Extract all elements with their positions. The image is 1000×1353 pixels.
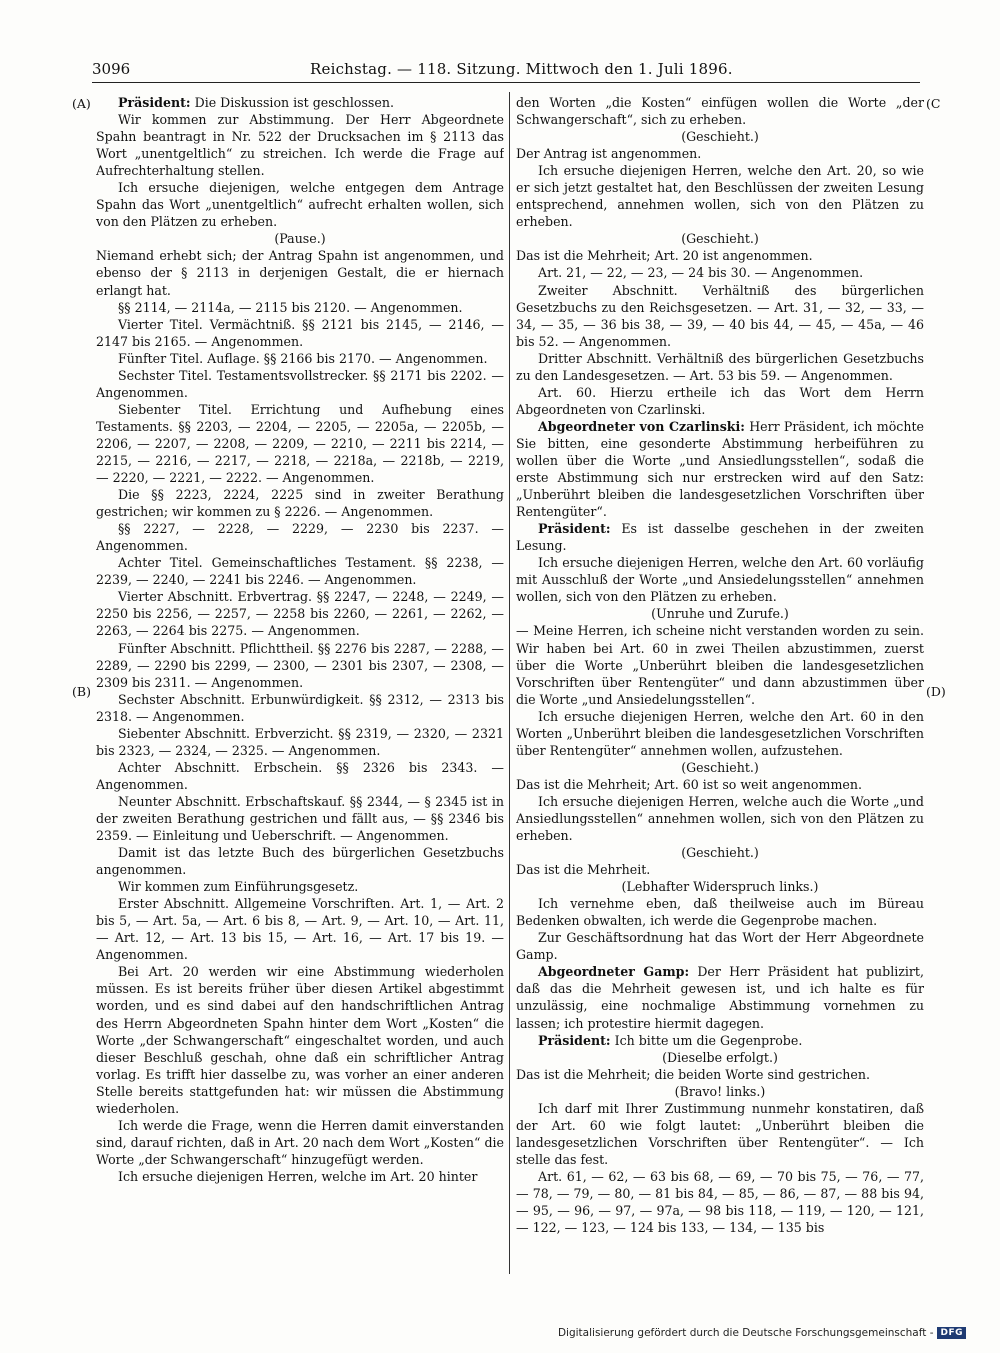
paragraph (516, 264, 924, 281)
paragraph-text: Art. 60. Hierzu ertheile ich das Wort dem Herrn Abgeordneten von Czarlinski. (516, 384, 924, 417)
paragraph-text: Achter Abschnitt. Erbschein. §§ 2326 bis 2343. — Angenommen. (96, 759, 504, 792)
paragraph (96, 640, 504, 691)
margin-marker-a: (A) (72, 96, 91, 111)
paragraph (516, 708, 924, 759)
paragraph-text: Das ist die Mehrheit; Art. 20 ist angenommen. (516, 248, 813, 264)
paragraph (96, 1168, 504, 1185)
paragraph-text: (Pause.) (274, 231, 326, 247)
paragraph-text: Die §§ 2223, 2224, 2225 sind in zweiter Berathung gestrichen; wir kommen zu § 2226. — Angenommen. (96, 487, 504, 520)
paragraph-text: Sechster Abschnitt. Erbunwürdigkeit. §§ 2312, — 2313 bis 2318. — Angenommen. (96, 691, 504, 724)
paragraph-text: — Meine Herren, ich scheine nicht verstanden worden zu sein. Wir haben bei Art. 60 in zwei Theilen abzustimmen, zuerst über die Worte „Unberührt bleiben die landesgesetzlichen Vorschriften über Rentengüter“ und dann abzustimmen über die Worte „und Ansiedelungsstellen“. (516, 623, 924, 707)
paragraph (516, 418, 924, 520)
paragraph-text: Ich darf mit Ihrer Zustimmung nunmehr konstatiren, daß der Art. 60 wie folgt lautet: „Unberührt bleiben die landesgesetzlichen Vorschriften über Rentengüter“. — Ich stelle das fest. (516, 1100, 924, 1167)
paragraph-text: Erster Abschnitt. Allgemeine Vorschriften. Art. 1, — Art. 2 bis 5, — Art. 5a, — Art. 6 bis 8, — Art. 9, — Art. 10, — Art. 11, — Art. 12, — Art. 13 bis 15, — Art. 16, — Art. 17 bis 19. — Angenommen. (96, 896, 504, 963)
speaker-label: Präsident: (538, 1032, 611, 1048)
paragraph-text: Ich ersuche diejenigen Herren, welche im Art. 20 hinter (118, 1168, 478, 1184)
paragraph (516, 145, 924, 162)
paragraph (96, 299, 504, 316)
margin-marker-d: (D) (926, 684, 946, 699)
paragraph-text: (Geschieht.) (681, 845, 759, 861)
paragraph (516, 793, 924, 844)
paragraph (516, 1100, 924, 1168)
footer-text: Digitalisierung gefördert durch die Deutsche Forschungsgemeinschaft - (557, 1327, 934, 1339)
paragraph (96, 316, 504, 350)
paragraph-text: Dritter Abschnitt. Verhältniß des bürgerlichen Gesetzbuchs zu den Landesgesetzen. — Art. 53 bis 59. — Angenommen. (516, 350, 924, 383)
paragraph (96, 759, 504, 793)
paragraph (516, 759, 924, 776)
paragraph-text: Ich werde die Frage, wenn die Herren damit einverstanden sind, darauf richten, daß in Art. 20 nach dem Wort „Kosten“ die Worte „der Schwangerschaft“ hinzugefügt werden. (96, 1117, 504, 1167)
paragraph-text: Ich ersuche diejenigen Herren, welche den Art. 60 in den Worten „Unberührt bleiben die landesgesetzlichen Vorschriften über Rentengüter“ annehmen wollen, aufzustehen. (516, 708, 924, 758)
paragraph (96, 111, 504, 179)
paragraph (516, 1168, 924, 1236)
paragraph-text: Das ist die Mehrheit; Art. 60 ist so weit angenommen. (516, 776, 862, 792)
page-header (92, 58, 920, 80)
paragraph-text: (Geschieht.) (681, 231, 759, 247)
paragraph (96, 367, 504, 401)
paragraph-text: Wir kommen zum Einführungsgesetz. (118, 879, 359, 895)
paragraph-text: Ich ersuche diejenigen Herren, welche auch die Worte „und Ansiedlungsstellen“ annehmen wollen, sich von den Plätzen zu erheben. (516, 793, 924, 844)
paragraph-text: (Unruhe und Zurufe.) (651, 606, 789, 622)
paragraph-text: Zur Geschäftsordnung hat das Wort der Herr Abgeordnete Gamp. (516, 930, 924, 963)
paragraph (96, 793, 504, 844)
paragraph (516, 1032, 924, 1049)
paragraph (516, 1049, 924, 1066)
paragraph (516, 861, 924, 878)
paragraph (516, 1083, 924, 1100)
paragraph (516, 282, 924, 350)
paragraph (96, 520, 504, 554)
paragraph-text: (Geschieht.) (681, 759, 759, 775)
paragraph-text: Siebenter Titel. Errichtung und Aufhebung eines Testaments. §§ 2203, — 2204, — 2205, — 2205a, — 2205b, — 2206, — 2207, — 2208, — 2209, — 2210, — 2211 bis 2214, — 2215, — 2216, — 2217, — 2218, — 2218a, — 2218b, — 2219, — 2220, — 2221, — 2222. — Angenommen. (96, 401, 504, 486)
margin-marker-c: (C (926, 96, 941, 111)
paragraph (96, 554, 504, 588)
paragraph-text: (Bravo! links.) (674, 1083, 766, 1099)
paragraph (96, 179, 504, 230)
paragraph-text: Ich bitte um die Gegenprobe. (610, 1032, 803, 1048)
paragraph-text: (Lebhafter Widerspruch links.) (621, 879, 819, 895)
paragraph (516, 605, 924, 622)
paragraph (516, 878, 924, 895)
footer (558, 1327, 966, 1339)
paragraph (516, 929, 924, 963)
speaker-label: Abgeordneter von Czarlinski: (538, 418, 745, 434)
paragraph-text: Ich ersuche diejenigen, welche entgegen dem Antrage Spahn das Wort „unentgeltlich“ aufrecht erhalten wollen, sich von den Plätzen zu erheben. (96, 180, 504, 230)
paragraph (516, 162, 924, 230)
paragraph (516, 94, 924, 128)
column-divider (509, 92, 510, 1274)
paragraph-text: Es ist dasselbe geschehen in der zweiten Lesung. (516, 521, 924, 554)
paragraph-text: Zweiter Abschnitt. Verhältniß des bürgerlichen Gesetzbuchs zu den Reichsgesetzen. — Art. 31, — 32, — 33, — 34, — 35, — 36 bis 38, — 39, — 40 bis 44, — 45, — 45a, — 46 bis 52. — Angenommen. (516, 282, 924, 349)
paragraph-text: Vierter Abschnitt. Erbvertrag. §§ 2247, — 2248, — 2249, — 2250 bis 2256, — 2257, — 2258 bis 2260, — 2261, — 2262, — 2263, — 2264 bis 2275. — Angenommen. (96, 589, 504, 639)
paragraph-text: §§ 2227, — 2228, — 2229, — 2230 bis 2237. — Angenommen. (96, 521, 504, 554)
paragraph-text: Bei Art. 20 werden wir eine Abstimmung wiederholen müssen. Es ist bereits früher über diesen Artikel abgestimmt worden, und es sind dabei auf den handschriftlichen Antrag des Herrn Abgeordneten Spahn hinter dem Wort „Kosten“ die Worte „der Schwangerschaft“ eingeschaltet worden, und auch dieser Beschluß geschah, ohne daß ein schriftlicher Antrag vorlag. Es trifft hier dasselbe zu, was vorher an einer anderen Stelle bereits stattgefunden hat: wir müssen die Abstimmung wiederholen. (96, 964, 504, 1116)
paragraph (96, 691, 504, 725)
paragraph (516, 963, 924, 1031)
paragraph-text: Art. 21, — 22, — 23, — 24 bis 30. — Angenommen. (538, 265, 864, 281)
paragraph (516, 844, 924, 861)
paragraph-text: Das ist die Mehrheit; die beiden Worte sind gestrichen. (516, 1066, 870, 1082)
paragraph (516, 384, 924, 418)
speaker-label: Präsident: (118, 95, 191, 110)
speaker-label: Präsident: (538, 521, 611, 537)
paragraph (516, 520, 924, 554)
paragraph (96, 588, 504, 639)
paragraph (96, 878, 504, 895)
paragraph-text: (Dieselbe erfolgt.) (662, 1049, 778, 1065)
margin-marker-b: (B) (72, 684, 91, 699)
paragraph-text: Ich ersuche diejenigen Herren, welche den Art. 20, so wie er sich jetzt gestaltet hat, den Beschlüssen der zweiten Lesung entsprechend, annehmen wollen, sich von den Plätzen zu erheben. (516, 163, 924, 230)
paragraph (516, 776, 924, 793)
paragraph-text: Der Antrag ist angenommen. (516, 146, 702, 162)
paragraph (516, 895, 924, 929)
right-column (516, 94, 924, 1274)
paragraph-text: Ich vernehme eben, daß theilweise auch im Büreau Bedenken obwalten, ich werde die Gegenprobe machen. (516, 896, 924, 929)
paragraph-text: §§ 2114, — 2114a, — 2115 bis 2120. — Angenommen. (118, 299, 463, 315)
left-column (96, 94, 504, 1274)
paragraph-text: Neunter Abschnitt. Erbschaftskauf. §§ 2344, — § 2345 ist in der zweiten Berathung gestrichen und fällt aus, — §§ 2346 bis 2359. — Einleitung und Ueberschrift. — Angenommen. (96, 793, 504, 844)
paragraph-text: Damit ist das letzte Buch des bürgerlichen Gesetzbuchs angenommen. (96, 845, 504, 878)
paragraph-text: den Worten „die Kosten“ einfügen wollen die Worte „der Schwangerschaft“, sich zu erheben. (516, 95, 924, 128)
paragraph-text: Wir kommen zur Abstimmung. Der Herr Abgeordnete Spahn beantragt in Nr. 522 der Drucksachen im § 2113 das Wort „unentgeltlich“ zu streichen. Ich werde die Frage auf Aufrechterhaltung stellen. (96, 112, 504, 179)
running-title: Reichstag. — 118. Sitzung. Mittwoch den 1. Juli 1896. (310, 60, 733, 78)
paragraph (516, 1066, 924, 1083)
paragraph (516, 128, 924, 145)
paragraph (96, 230, 504, 247)
paragraph-text: Achter Titel. Gemeinschaftliches Testament. §§ 2238, — 2239, — 2240, — 2241 bis 2246. — Angenommen. (96, 555, 504, 588)
paragraph (96, 895, 504, 963)
page-number: 3096 (92, 60, 131, 78)
paragraph (96, 1117, 504, 1168)
paragraph-text: Sechster Titel. Testamentsvollstrecker. §§ 2171 bis 2202. — Angenommen. (96, 367, 504, 400)
paragraph-text: (Geschieht.) (681, 129, 759, 145)
paragraph (96, 844, 504, 878)
paragraph-text: Fünfter Abschnitt. Pflichttheil. §§ 2276 bis 2287, — 2288, — 2289, — 2290 bis 2299, — 2300, — 2301 bis 2307, — 2308, — 2309 bis 2311. — Angenommen. (96, 640, 504, 690)
paragraph (96, 247, 504, 298)
paragraph-text: Herr Präsident, ich möchte Sie bitten, eine gesonderte Abstimmung herbeiführen zu wollen über die Worte „und Ansiedlungsstellen“, sodaß die erste Abstimmung sich nur erstrecken wird auf den Satz: „Unberührt bleiben die landesgesetzlichen Vorschriften über Rentengüter“. (516, 418, 924, 520)
paragraph (96, 486, 504, 520)
speaker-label: Abgeordneter Gamp: (538, 964, 690, 980)
paragraph (96, 350, 504, 367)
paragraph-text: Ich ersuche diejenigen Herren, welche den Art. 60 vorläufig mit Ausschluß der Worte „und Ansiedelungsstellen“ annehmen wollen, sich von den Plätzen zu erheben. (516, 555, 924, 605)
paragraph-text: Fünfter Titel. Auflage. §§ 2166 bis 2170. — Angenommen. (118, 350, 488, 366)
paragraph (516, 554, 924, 605)
paragraph (96, 963, 504, 1116)
paragraph-text: Die Diskussion ist geschlossen. (190, 95, 394, 110)
paragraph-text: Der Herr Präsident hat publizirt, daß das die Mehrheit gewesen ist, und ich halte es für unzulässig, eine nochmalige Abstimmung vornehmen zu lassen; ich protestire hiermit dagegen. (516, 964, 924, 1031)
paragraph (96, 725, 504, 759)
paragraph-text: Vierter Titel. Vermächtniß. §§ 2121 bis 2145, — 2146, — 2147 bis 2165. — Angenommen. (96, 316, 504, 349)
paragraph (516, 622, 924, 707)
paragraph-text: Art. 61, — 62, — 63 bis 68, — 69, — 70 bis 75, — 76, — 77, — 78, — 79, — 80, — 81 bis 84, — 85, — 86, — 87, — 88 bis 94, — 95, — 96, — 97, — 97a, — 98 bis 118, — 119, — 120, — 121, — 122, — 123, — 124 bis 133, — 134, — 135 bis (516, 1168, 924, 1236)
paragraph-text: Das ist die Mehrheit. (516, 862, 651, 878)
paragraph (516, 350, 924, 384)
header-rule (92, 82, 920, 83)
dfg-logo: DFG (937, 1327, 966, 1339)
paragraph (96, 94, 504, 111)
paragraph-text: Niemand erhebt sich; der Antrag Spahn ist angenommen, und ebenso der § 2113 in derjenigen Gestalt, die er hiernach erlangt hat. (96, 248, 504, 298)
paragraph (516, 230, 924, 247)
paragraph (96, 401, 504, 486)
paragraph (516, 247, 924, 264)
paragraph-text: Siebenter Abschnitt. Erbverzicht. §§ 2319, — 2320, — 2321 bis 2323, — 2324, — 2325. — Angenommen. (96, 725, 504, 758)
